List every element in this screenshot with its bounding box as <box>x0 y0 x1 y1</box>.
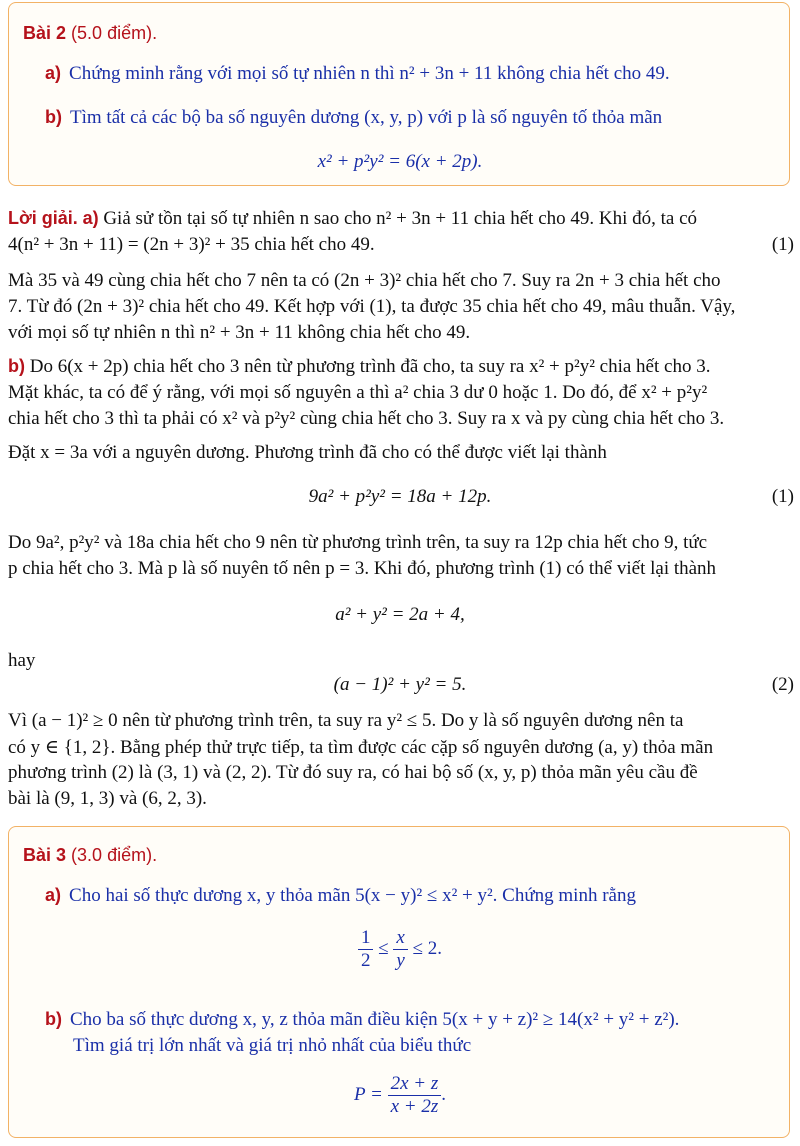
problem-3b-line-1: b) Cho ba số thực dương x, y, z thỏa mãn điều kiện 5(x + y + z)² ≥ 14(x² + y² + z²). <box>45 1009 680 1030</box>
solution-line-14: phương trình (2) là (3, 1) và (2, 2). Từ đó suy ra, có hai bộ số (x, y, p) thỏa mãn yêu cầu đề <box>8 762 698 783</box>
equation-number-1a: (1) <box>771 234 794 255</box>
solution-line-3: Mà 35 và 49 cùng chia hết cho 7 nên ta có (2n + 3)² chia hết cho 7. Suy ra 2n + 3 chia hết cho <box>8 270 721 291</box>
solution-word-hay: hay <box>8 650 36 671</box>
solution-line-11: p chia hết cho 3. Mà p là số nuyên tố nên p = 3. Khi đó, phương trình (1) có thể viết lại thành <box>8 558 717 579</box>
fraction-x-over-y: $\frac{x}{y}$ <box>393 927 407 972</box>
equation-2: (a − 1)² + y² = 5. <box>333 674 467 695</box>
solution-line-4: 7. Từ đó (2n + 3)² chia hết cho 49. Kết hợp với (1), ta được 35 chia hết cho 49, mâu thuẫn. Vậy, <box>8 296 736 317</box>
problem-3a: a) Cho hai số thực dương x, y thỏa mãn 5(x − y)² ≤ x² + y². Chứng minh rằng <box>45 885 636 906</box>
solution-line-12: Vì (a − 1)² ≥ 0 nên từ phương trình trên, ta suy ra y² ≤ 5. Do y là số nguyên dương nên ta <box>8 710 684 731</box>
problem-2-title: Bài 2 (5.0 điểm). <box>23 23 158 43</box>
problem-2b-equation: x² + p²y² = 6(x + 2p). <box>317 151 483 172</box>
solution-line-15: bài là (9, 1, 3) và (6, 2, 3). <box>8 788 207 809</box>
problem-2-box <box>8 2 790 186</box>
problem-3b-line-2: Tìm giá trị lớn nhất và giá trị nhỏ nhất của biểu thức <box>73 1035 472 1056</box>
solution-line-9: Đặt x = 3a với a nguyên dương. Phương trình đã cho có thể được viết lại thành <box>8 442 607 463</box>
solution-line-1: Lời giải. a) Giả sử tồn tại số tự nhiên n sao cho n² + 3n + 11 chia hết cho 49. Khi đó, ta có <box>8 208 698 229</box>
solution-line-2: 4(n² + 3n + 11) = (2n + 3)² + 35 chia hết cho 49. <box>8 234 375 255</box>
solution-line-8: chia hết cho 3 thì ta phải có x² và p²y² cùng chia hết cho 3. Suy ra x và py cùng chia hết cho 3. <box>8 408 725 429</box>
fraction-one-half: $\frac{1}{2}$ <box>358 927 374 972</box>
solution-line-13: có y ∈ {1, 2}. Bằng phép thử trực tiếp, ta tìm được các cặp số nguyên dương (a, y) thỏa mãn <box>8 737 714 758</box>
problem-2a: a) Chứng minh rằng với mọi số tự nhiên n thì n² + 3n + 11 không chia hết cho 49. <box>45 63 670 84</box>
problem-2b: b) Tìm tất cả các bộ ba số nguyên dương (x, y, p) với p là số nguyên tố thỏa mãn <box>45 107 663 128</box>
problem-3b-expression: P = $\frac{2x + z}{x + 2z}$ . <box>354 1073 446 1117</box>
equation-1: 9a² + p²y² = 18a + 12p. <box>308 486 492 507</box>
solution-line-5: với mọi số tự nhiên n thì n² + 3n + 11 không chia hết cho 49. <box>8 322 471 343</box>
solution-line-10: Do 9a², p²y² và 18a chia hết cho 9 nên từ phương trình trên, ta suy ra 12p chia hết cho 9, tức <box>8 532 708 553</box>
solution-line-6: b) Do 6(x + 2p) chia hết cho 3 nên từ phương trình đã cho, ta suy ra x² + p²y² chia hết cho 3. <box>8 356 711 377</box>
fraction-p: $\frac{2x + z}{x + 2z}$ <box>388 1073 442 1118</box>
problem-3-box <box>8 826 790 1138</box>
equation-number-1: (1) <box>771 486 794 507</box>
equation-number-2: (2) <box>771 674 794 695</box>
solution-line-7: Mặt khác, ta có để ý rằng, với mọi số nguyên a thì a² chia 3 dư 0 hoặc 1. Do đó, để x² + p²y² <box>8 382 708 403</box>
problem-3a-inequality: $\frac{1}{2}$ ≤ $\frac{x}{y}$ ≤ 2. <box>9 927 791 972</box>
equation-reduced: a² + y² = 2a + 4, <box>335 604 465 625</box>
problem-3-title: Bài 3 (3.0 điểm). <box>23 845 158 865</box>
